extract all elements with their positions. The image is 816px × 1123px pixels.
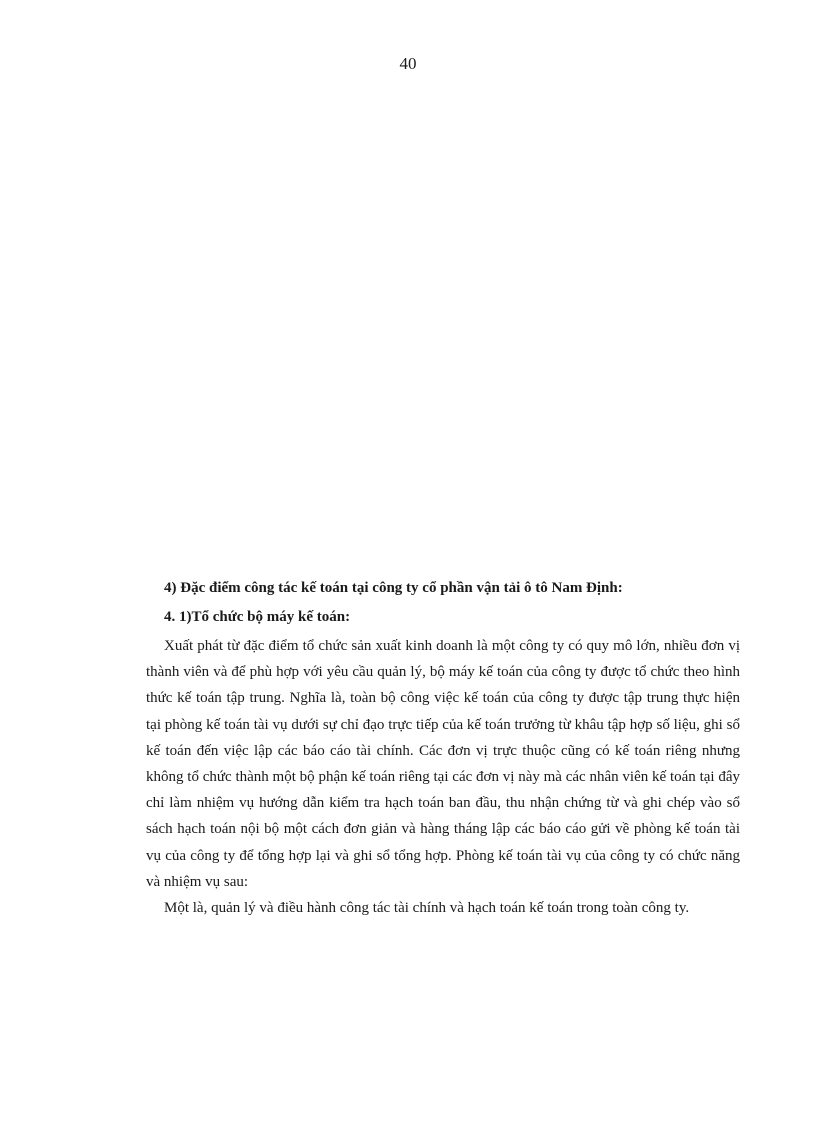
section-subheading: 4. 1)Tổ chức bộ máy kế toán: bbox=[164, 609, 351, 625]
body-paragraph: Xuất phát từ đặc điểm tổ chức sản xuất kinh doanh là một công ty có quy mô lớn, nhiều đơn vị thành viên và để phù hợp với yêu cầu quản lý, bộ máy kế toán của công ty được tổ chức theo hình thức kế toán tập trung. Nghĩa là, toàn bộ công việc kế toán của công ty được tập trung thực hiện tại phòng kế toán tài vụ dưới sự chỉ đạo trực tiếp của kế toán trưởng từ khâu tập hợp số liệu, ghi sổ kế toán đến việc lập các báo cáo tài chính. Các đơn vị trực thuộc cũng có kế toán riêng nhưng không tổ chức thành một bộ phận kế toán riêng tại các đơn vị này mà các nhân viên kế toán tại đây chỉ làm nhiệm vụ hướng dẫn kiểm tra hạch toán ban đầu, thu nhận chứng từ và ghi chép vào sổ sách hạch toán nội bộ một cách đơn giản và hàng tháng lập các báo cáo gửi về phòng kế toán tài vụ của công ty để tổng hợp lại và ghi sổ tổng hợp. Phòng kế toán tài vụ của công ty có chức năng và nhiệm vụ sau: bbox=[146, 638, 740, 890]
section-heading: 4) Đặc điểm công tác kế toán tại công ty cổ phần vận tải ô tô Nam Định: bbox=[164, 580, 623, 596]
body-paragraph: Một là, quản lý và điều hành công tác tài chính và hạch toán kế toán trong toàn công ty. bbox=[164, 900, 690, 917]
section-content bbox=[146, 574, 740, 921]
page-number: 40 bbox=[399, 54, 417, 73]
